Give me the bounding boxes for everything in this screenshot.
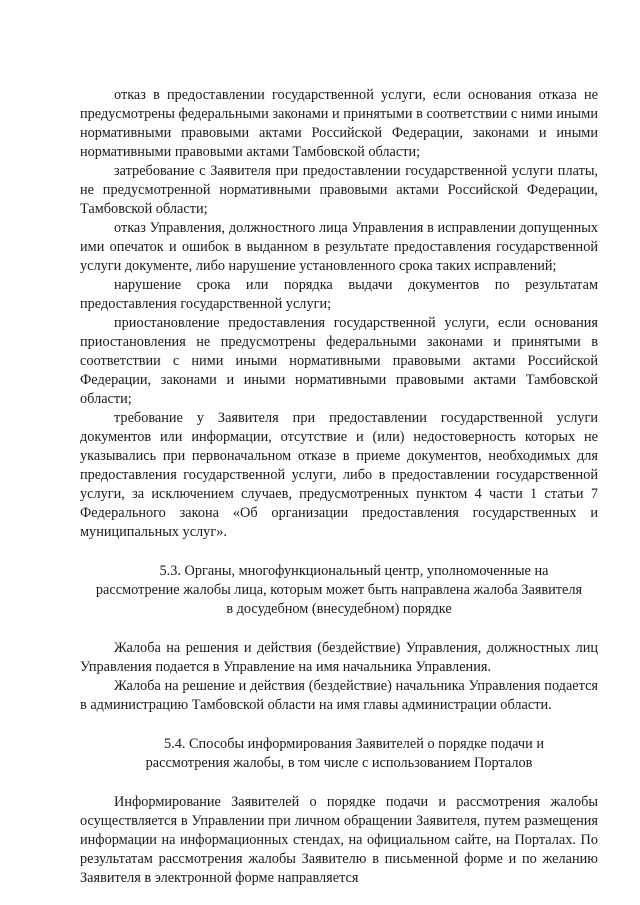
heading-line: 5.3. Органы, многофункциональный центр, уполномоченные на (159, 563, 549, 579)
paragraph: Жалоба на решение и действия (бездействие) начальника Управления подается в администрацию Тамбовской области на имя главы администрации области. (80, 678, 598, 713)
section-5-3-heading (80, 562, 598, 619)
section-5-4-heading (80, 735, 598, 773)
list-item: приостановление предоставления государственной услуги, если основания приостановления не предусмотрены федеральными законами и принятыми в соответствии с ними иными нормативными правовыми актами Российской Федерации, законами и иными нормативными правовыми актами Тамбовской области; (80, 315, 598, 407)
heading-line: в досудебном (внесудебном) порядке (226, 601, 452, 617)
heading-line: рассмотрения жалобы, в том числе с использованием Порталов (145, 755, 533, 771)
heading-line: 5.4. Способы информирования Заявителей о порядке подачи и (164, 736, 544, 752)
list-item: отказ в предоставлении государственной услуги, если основания отказа не предусмотрены федеральными законами и принятыми в соответствии с ними иными нормативными правовыми актами Российской Федерации, законами и иными нормативными правовыми актами Тамбовской области; (80, 87, 598, 160)
paragraph: Информирование Заявителей о порядке подачи и рассмотрения жалобы осуществляется в Управлении при личном обращении Заявителя, путем размещения информации на информационных стендах, на официальном сайте, на Порталах. По результатам рассмотрения жалобы Заявителю в письменной форме и по желанию Заявителя в электронной форме направляется (80, 794, 598, 886)
list-item: нарушение срока или порядка выдачи документов по результатам предоставления государственной услуги; (80, 277, 598, 312)
page-content (80, 86, 598, 888)
list-item: требование у Заявителя при предоставлении государственной услуги документов или информации, отсутствие и (или) недостоверность которых не указывались при первоначальном отказе в приеме документов, необходимых для предоставления государственной услуги, либо в предоставлении государственной услуги, за исключением случаев, предусмотренных пунктом 4 части 1 статьи 7 Федерального закона «Об организации предоставления государственных и муниципальных услуг». (80, 410, 598, 540)
paragraph: Жалоба на решения и действия (бездействие) Управления, должностных лиц Управления подается в Управление на имя начальника Управления. (80, 640, 598, 675)
list-item: затребование с Заявителя при предоставлении государственной услуги платы, не предусмотренной нормативными правовыми актами Российской Федерации, Тамбовской области; (80, 163, 598, 217)
list-item: отказ Управления, должностного лица Управления в исправлении допущенных ими опечаток и ошибок в выданном в результате предоставления государственной услуги документе, либо нарушение установленного срока таких исправлений; (80, 220, 598, 274)
heading-line: рассмотрение жалобы лица, которым может быть направлена жалоба Заявителя (95, 582, 583, 598)
